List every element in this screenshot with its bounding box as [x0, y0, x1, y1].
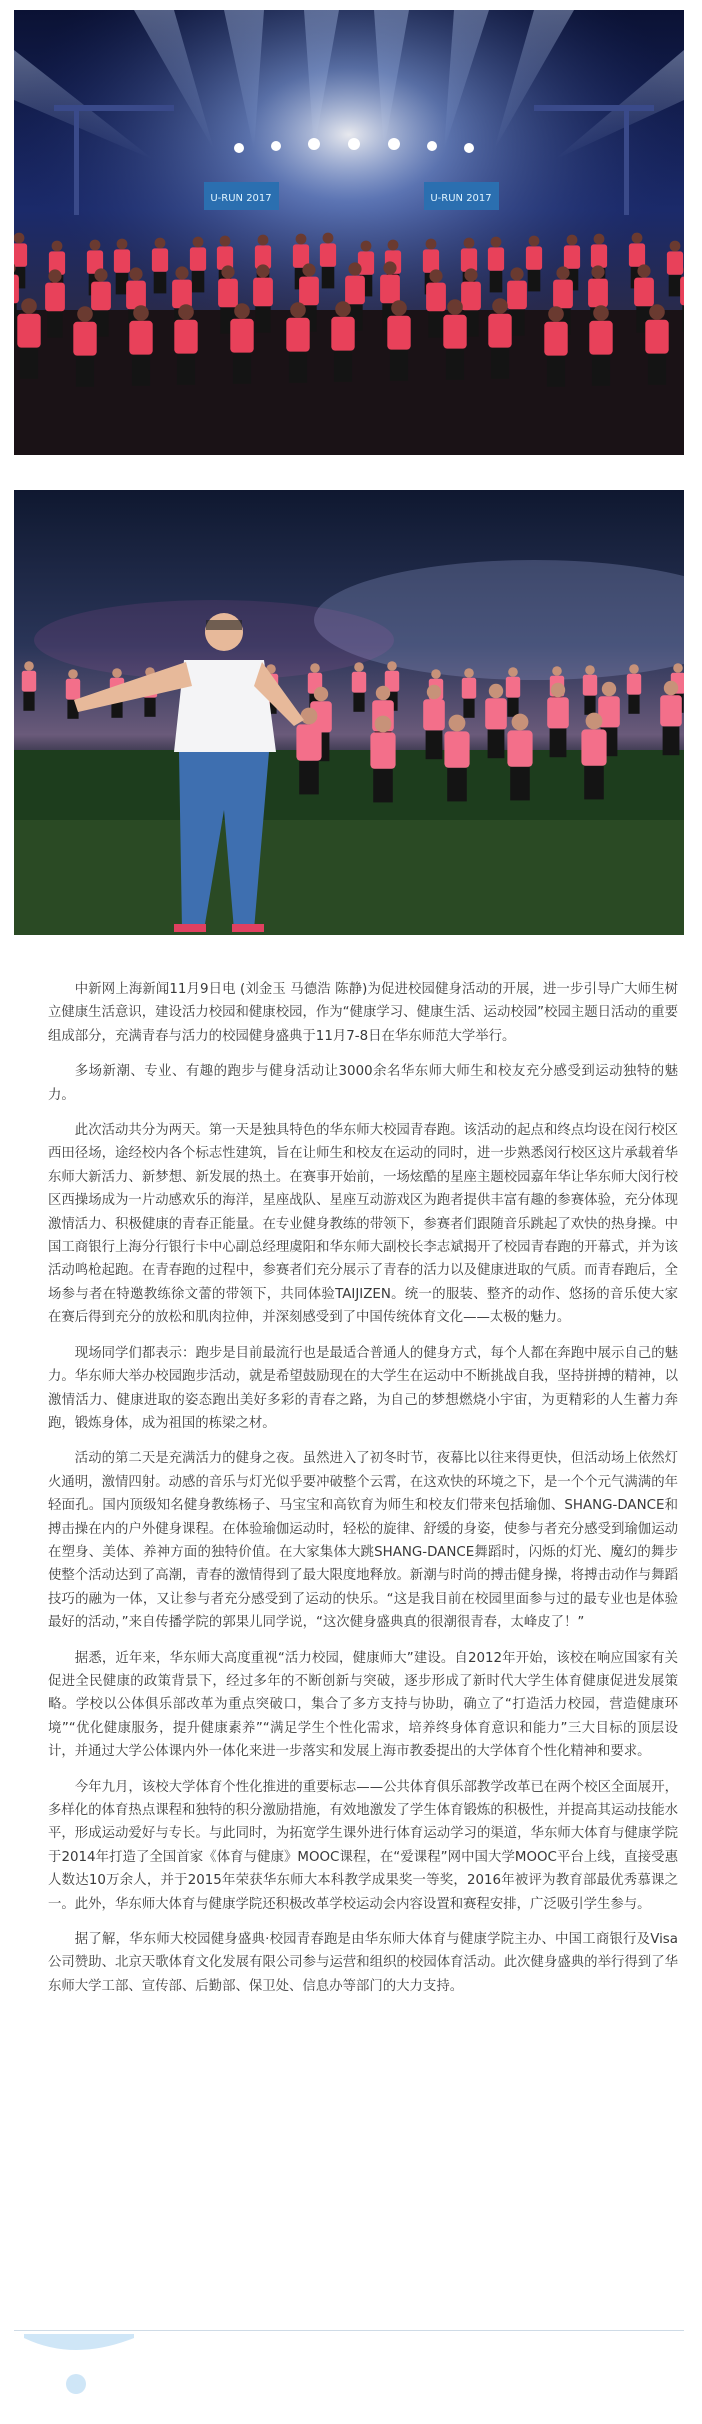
article-paragraph: 今年九月，该校大学体育个性化推进的重要标志——公共体育俱乐部教学改革已在两个校区全面展开，多样化的体育热点课程和独特的积分激励措施，有效地激发了学生体育锻炼的积极性，并提高其运动技能水平，形成运动爱好与专长。与此同时，为拓宽学生课外进行体育运动学习的渠道，华东师大体育与健康学院于2014年打造了全国首家《体育与健康》MOOC课程，在“爱课程”网中国大学MOOC平台上线，直接受惠人数达10万余人，并于2015年荣获华东师大本科教学成果奖一等奖，2016年被评为教育部最优秀慕课之一。此外，华东师大体育与健康学院还积极改革学校运动会内容设置和赛程安排，广泛吸引学生参与。 [48, 1779, 678, 1912]
article-paragraph: 据悉，近年来，华东师大高度重视“活力校园，健康师大”建设。自2012年开始，该校在响应国家有关促进全民健康的政策背景下，经过多年的不断创新与突破，逐步形成了新时代大学生体育健康促进发展策略。学校以公体俱乐部改革为重点突破口，集合了多方支持与协助，确立了“打造活力校园，营造健康环境”“优化健康服务，提升健康素养”“满足学生个性化需求，培养终身体育意识和能力”三大目标的顶层设计，并通过大学公体课内外一体化来进一步落实和发展上海市教委提出的大学体育个性化精神和要求。 [48, 1650, 678, 1760]
workout-crowd-image [14, 490, 684, 935]
footer-decoration [14, 2332, 174, 2412]
footer-divider [14, 2330, 684, 2331]
stage-sign-right: U-RUN 2017 [430, 193, 492, 204]
article-paragraph: 中新网上海新闻11月9日电 (刘金玉 马德浩 陈静)为促进校园健身活动的开展，进一步引导广大师生树立健康生活意识，建设活力校园和健康校园，作为“健康学习、健康生活、运动校园”校园主题日活动的重要组成部分，充满青春与活力的校园健身盛典于11月7-8日在华东师范大学举行。 [48, 982, 678, 1044]
article-paragraph: 多场新潮、专业、有趣的跑步与健身活动让3000余名华东师大师生和校友充分感受到运动独特的魅力。 [48, 1064, 678, 1103]
article-paragraph: 活动的第二天是充满活力的健身之夜。虽然进入了初冬时节，夜幕比以往来得更快，但活动场上依然灯火通明，激情四射。动感的音乐与灯光似乎要冲破整个云霄，在这欢快的环境之下，是一个个元气满满的年轻面孔。国内顶级知名健身教练杨子、马宝宝和高钦育为师生和校友们带来包括瑜伽、SHANG-DANCE和搏击操在内的户外健身课程。在体验瑜伽运动时，轻松的旋律、舒缓的身姿，使参与者充分感受到瑜伽运动在塑身、美体、养神方面的独特价值。在大家集体大跳SHANG-DANCE舞蹈时，闪烁的灯光、魔幻的舞步使整个活动达到了高潮，青春的激情得到了最大限度地释放。新潮与时尚的搏击健身操，将搏击动作与舞蹈技巧的融为一体，又让参与者充分感受到了运动的快乐。“这是我目前在校园里面参与过的最专业也是体验最好的活动，”来自传播学院的郭果儿同学说，“这次健身盛典真的很潮很青春，太峰皮了！” [48, 1451, 678, 1631]
news-article [48, 978, 678, 2010]
event-photo-stage [14, 10, 684, 455]
event-photo-workout [14, 490, 684, 935]
stage-crowd-image [14, 10, 684, 455]
article-paragraph: 此次活动共分为两天。第一天是独具特色的华东师大校园青春跑。该活动的起点和终点均设在闵行校区西田径场，途经校内各个标志性建筑，旨在让师生和校友在运动的同时，进一步熟悉闵行校区这片承载着华东师大新活力、新梦想、新发展的热土。在赛事开始前，一场炫酷的星座主题校园嘉年华让华东师大闵行校区西操场成为一片动感欢乐的海洋，星座战队、星座互动游戏区为跑者提供丰富有趣的参赛体验，充分体现激情活力、积极健康的青春正能量。在专业健身教练的带领下，参赛者们跟随音乐跳起了欢快的热身操。中国工商银行上海分行银行卡中心副总经理虞阳和华东师大副校长李志斌揭开了校园青春跑的开幕式，并为该活动鸣枪起跑。在青春跑的过程中，参赛者们充分展示了青春的活力以及健康进取的气质。而青春跑后，全场参与者在特邀教练徐文蕾的带领下，共同体验TAIJIZEN。统一的服装、整齐的动作、悠扬的音乐使大家在赛后得到充分的放松和肌肉拉伸，并深刻感受到了中国传统体育文化——太极的魅力。 [48, 1123, 678, 1326]
article-paragraph: 现场同学们都表示：跑步是目前最流行也是最适合普通人的健身方式，每个人都在奔跑中展示自己的魅力。华东师大举办校园跑步活动，就是希望鼓励现在的大学生在运动中不断挑战自我，坚持拼搏的精神，以激情活力、健康进取的姿态跑出美好多彩的青春之路，为自己的梦想燃烧小宇宙，为更精彩的人生蓄力奔跑，锻炼身体，成为祖国的栋梁之材。 [48, 1345, 678, 1431]
article-paragraph: 据了解，华东师大校园健身盛典·校园青春跑是由华东师大体育与健康学院主办、中国工商银行及Visa公司赞助、北京天歌体育文化发展有限公司参与运营和组织的校园体育活动。此次健身盛典的举行得到了华东师大学工部、宣传部、后勤部、保卫处、信息办等部门的大力支持。 [48, 1932, 678, 1994]
decor-circle [66, 2374, 86, 2394]
stage-sign-left: U-RUN 2017 [210, 193, 272, 204]
